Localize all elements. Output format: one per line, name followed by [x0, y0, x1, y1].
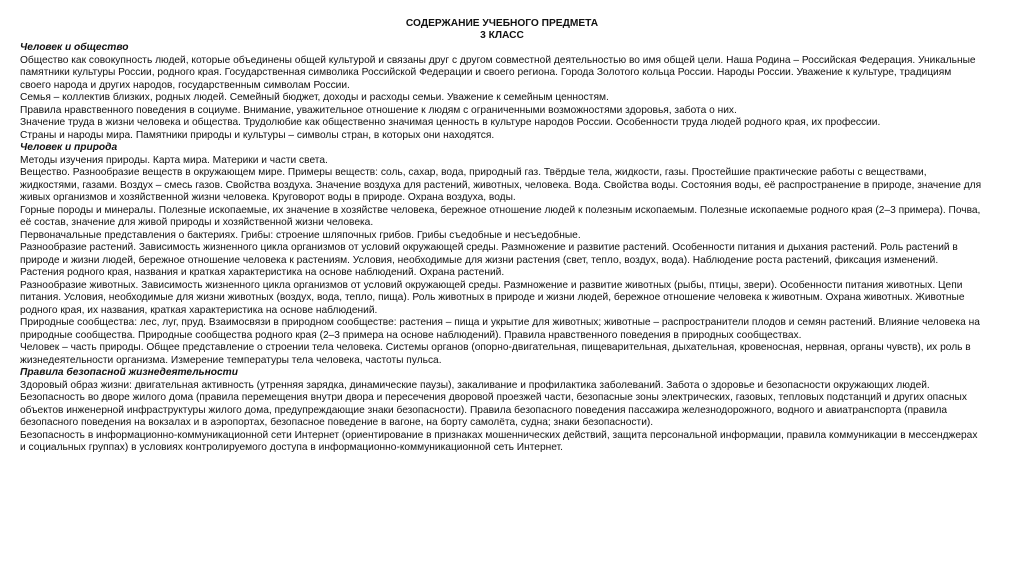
document-subtitle: 3 КЛАСС — [480, 30, 524, 41]
paragraph: Разнообразие растений. Зависимость жизненного цикла организмов от условий окружающей среды. Размножение и развитие растений. Особенности питания и дыхания растений. Роль растений в природе и жизни людей, бережное отношение человека к растениям. Условия, необходимые для жизни растения (свет, тепло, воздух, вода). Наблюдение роста растений, фиксация изменений. Растения родного края, названия и краткая характеристика на основе наблюдений. Охрана растений. — [20, 242, 958, 278]
paragraph: Разнообразие животных. Зависимость жизненного цикла организмов от условий окружающей среды. Размножение и развитие животных (рыбы, птицы, звери). Особенности питания животных. Цепи питания. Условия, необходимые для жизни животных (воздух, вода, тепло, пища). Роль животных в природе и жизни людей, бережное отношение человека к животным. Охрана животных. Животные родного края, их названия, краткая характеристика на основе наблюдений. — [20, 279, 965, 316]
paragraph: Семья – коллектив близких, родных людей. Семейный бюджет, доходы и расходы семьи. Уважение к семейным ценностям. — [20, 92, 609, 103]
paragraph: Значение труда в жизни человека и общества. Трудолюбие как общественно значимая ценность в культуре народов России. Особенности труда людей родного края, их профессии. — [20, 117, 881, 128]
document-title: СОДЕРЖАНИЕ УЧЕБНОГО ПРЕДМЕТА — [405, 18, 599, 29]
paragraph: Методы изучения природы. Карта мира. Материки и части света. — [20, 154, 328, 166]
paragraph: Природные сообщества: лес, луг, пруд. Взаимосвязи в природном сообществе: растения – пища и укрытие для животных; животные – распространители плодов и семян растений. Влияние человека на природные сообщества. Природные сообщества родного края (2–3 примера на основе наблюдений). Правила нравственного поведения в природных сообществах. — [20, 317, 980, 341]
paragraph: Здоровый образ жизни: двигательная активность (утренняя зарядка, динамические паузы), закаливание и профилактика заболеваний. Забота о здоровье и безопасности окружающих людей. Безопасность во дворе жилого дома (правила перемещения внутри двора и пересечения дворовой проезжей части, безопасные зоны электрических, газовых, тепловых подстанций и других опасных объектов инженерной инфраструктуры жилого дома, предупреждающие знаки безопасности). Правила безопасного поведения пассажира железнодорожного, водного и авиатранспорта (правила безопасного поведения на вокзалах и в аэропортах, безопасное поведение в вагоне, на борту самолёта, судна; знаки безопасности). — [20, 379, 967, 428]
paragraph: Первоначальные представления о бактериях. Грибы: строение шляпочных грибов. Грибы съедобные и несъедобные. — [20, 229, 581, 241]
paragraph: Горные породы и минералы. Полезные ископаемые, их значение в хозяйстве человека, бережное отношение людей к полезным ископаемым. Полезные ископаемые родного края (2–3 примера). Почва, её состав, значение для живой природы и хозяйственной жизни человека. — [20, 204, 981, 228]
paragraph: Безопасность в информационно-коммуникационной сети Интернет (ориентирование в признаках мошеннических действий, защита персональной информации, правила коммуникации в мессенджерах и социальных группах) в условиях контролируемого доступа в информационно-коммуникационной сеть Интернет. — [20, 429, 978, 453]
section-title-safety: Правила безопасной жизнедеятельности — [20, 367, 238, 378]
paragraph: Правила нравственного поведения в социуме. Внимание, уважительное отношение к людям с ограниченными возможностями здоровья, забота о них. — [20, 104, 737, 116]
section-title-society: Человек и общество — [20, 42, 129, 53]
paragraph: Страны и народы мира. Памятники природы и культуры – символы стран, в которых они находятся. — [20, 129, 495, 141]
paragraph: Вещество. Разнообразие веществ в окружающем мире. Примеры веществ: соль, сахар, вода, природный газ. Твёрдые тела, жидкости, газы. Простейшие практические работы с веществами, жидкостями, газами. Воздух – смесь газов. Свойства воздуха. Значение воздуха для растений, животных, человека. Вода. Свойства воды. Состояния воды, её распространение в природе, значение для живых организмов и хозяйственной жизни человека. Круговорот воды в природе. Охрана воздуха, воды. — [20, 167, 982, 203]
section-title-nature: Человек и природа — [20, 142, 118, 153]
paragraph: Общество как совокупность людей, которые объединены общей культурой и связаны друг с другом совместной деятельностью во имя общей цели. Наша Родина – Российская Федерация. Уникальные памятники культуры России, родного края. Государственная символика Российской Федерации и своего региона. Города Золотого кольца России. Народы России. Уважение к культуре, традициям своего народа и других народов, государственным символам России. — [20, 54, 976, 91]
paragraph: Человек – часть природы. Общее представление о строении тела человека. Системы органов (опорно-двигательная, пищеварительная, дыхательная, кровеносная, нервная, органы чувств), их роль в жизнедеятельности организма. Измерение температуры тела человека, частоты пульса. — [20, 342, 971, 366]
